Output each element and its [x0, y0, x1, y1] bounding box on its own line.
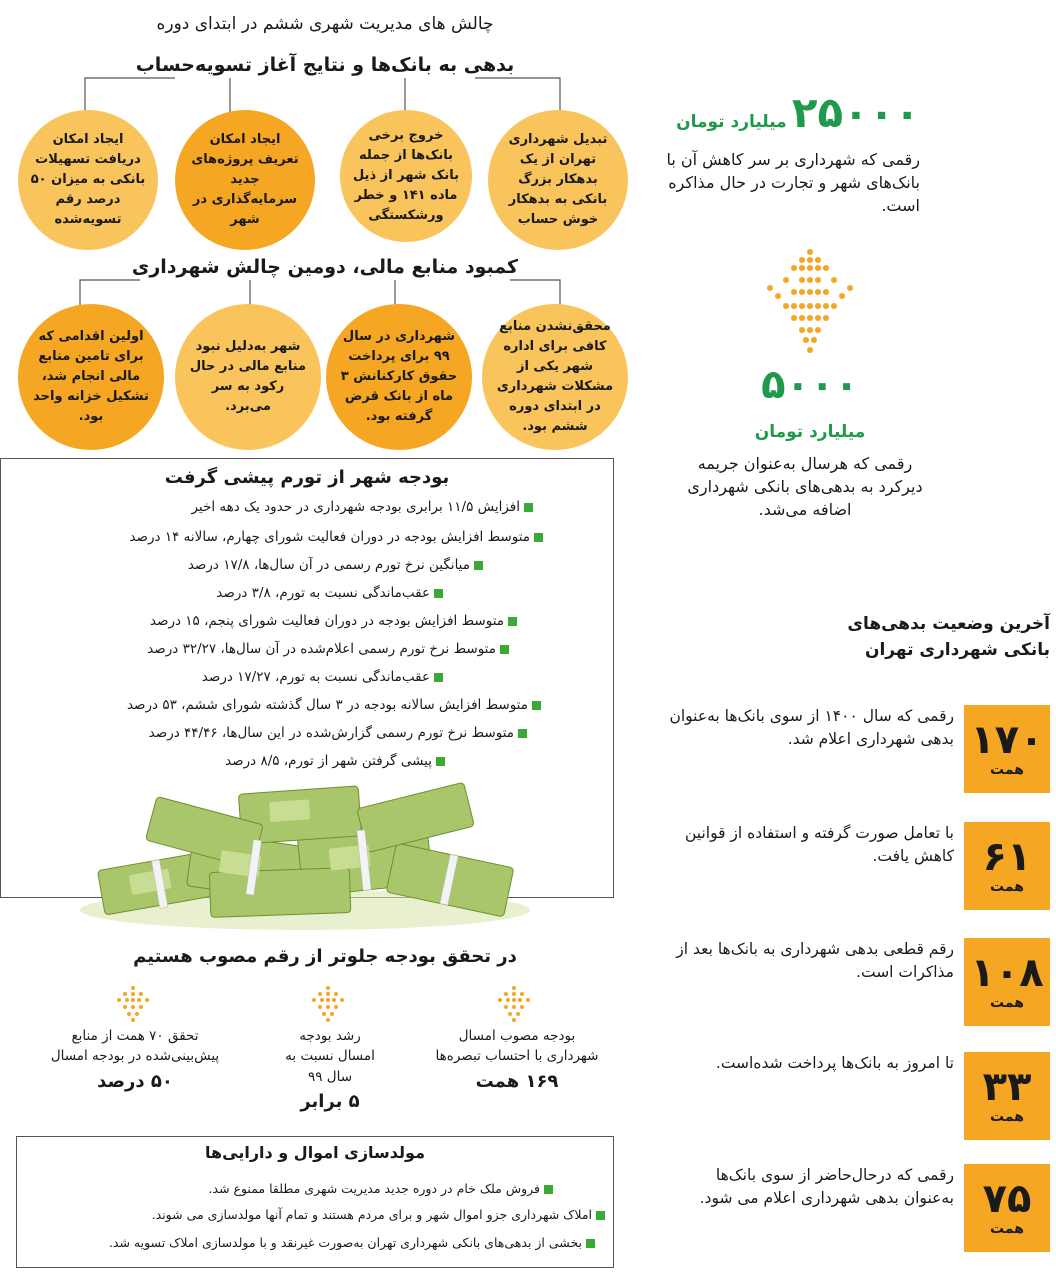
stat-box [964, 822, 1050, 910]
budget-item: افزایش ۱۱/۵ برابری بودجه شهرداری در حدود یک دهه اخیر [191, 499, 533, 515]
stat-row [660, 705, 1052, 801]
achievement-text: تحقق ۷۰ همت از منابع پیش‌بینی‌شده در بودجه امسال [50, 1028, 220, 1065]
bullet-icon [534, 533, 543, 542]
bullet-icon [596, 1211, 605, 1220]
stat-row [660, 822, 1052, 918]
stat-text: رقمی که سال ۱۴۰۰ از سوی بانک‌ها به‌عنوان بدهی شهرداری اعلام شد. [669, 707, 954, 749]
stat-unit: همت [990, 1221, 1024, 1237]
section1-item-3: ایجاد امکان تعریف پروژه‌های جدید سرمایه‌گذاری در شهر [175, 110, 315, 250]
bullet-icon [500, 645, 509, 654]
budget-item: عقب‌ماندگی نسبت به تورم، ۱۷/۲۷ درصد [202, 669, 443, 685]
bullet-icon [434, 673, 443, 682]
stat-box [964, 938, 1050, 1026]
money-pile-illustration [70, 770, 540, 930]
stat-text: رقمی که درحال‌حاضر از سوی بانک‌ها به‌عنوان بدهی شهرداری اعلام می شود. [699, 1166, 954, 1208]
bullet-icon [544, 1185, 553, 1194]
bullet-icon [436, 757, 445, 766]
stat-text: تا امروز به بانک‌ها پرداخت شده‌است. [715, 1054, 954, 1072]
stat-row [660, 938, 1052, 1034]
section2-item-4: اولین اقدامی که برای تامین منابع مالی انجام شد، تشکیل خزانه واحد بود. [18, 304, 164, 450]
arrow-down-icon [310, 984, 346, 1024]
bullet-icon [474, 561, 483, 570]
stat-text: با تعامل صورت گرفته و استفاده از قوانین کاهش یافت. [684, 824, 954, 866]
budget-item: متوسط نرخ تورم رسمی گزارش‌شده در این سال‌ها، ۴۴/۴۶ درصد [149, 725, 527, 741]
achievement-title: در تحقق بودجه جلوتر از رقم مصوب هستیم [133, 946, 517, 967]
big-figure-1-row [660, 88, 920, 137]
stat-number: ۱۷۰ [970, 717, 1044, 763]
bullet-icon [508, 617, 517, 626]
assets-title: مولدسازی اموال و دارایی‌ها [205, 1143, 425, 1162]
stat-unit: همت [990, 879, 1024, 895]
bullet-icon [524, 503, 533, 512]
budget-item: متوسط نرخ تورم رسمی اعلام‌شده در آن سال‌ها، ۳۲/۲۷ درصد [147, 641, 509, 657]
stat-box [964, 705, 1050, 793]
budget-item: عقب‌ماندگی نسبت به تورم، ۳/۸ درصد [216, 585, 443, 601]
big-figure-1-unit: میلیارد تومان [676, 112, 787, 132]
achievement-value: ۵۰ درصد [97, 1070, 173, 1092]
page-top-title: چالش های مدیریت شهری ششم در ابتدای دوره [156, 14, 494, 34]
achievement-col-2 [245, 1026, 415, 1112]
stat-unit: همت [990, 995, 1024, 1011]
section2-item-1: محقق‌نشدن منابع کافی برای اداره شهر یکی از مشکلات شهرداری در ابتدای دوره ششم بود. [482, 304, 628, 450]
arrow-down-icon [762, 248, 858, 358]
stat-number: ۱۰۸ [970, 950, 1044, 996]
section2-item-2: شهرداری در سال ۹۹ برای پرداخت حقوق کارکنانش ۳ ماه از بانک قرض گرفته بود. [326, 304, 472, 450]
budget-item: متوسط افزایش سالانه بودجه در ۳ سال گذشته شورای ششم، ۵۳ درصد [127, 697, 541, 713]
achievement-col-3 [50, 1026, 220, 1092]
stat-unit: همت [990, 1109, 1024, 1125]
bullet-icon [518, 729, 527, 738]
budget-item: متوسط افزایش بودجه در دوران فعالیت شورای چهارم، سالانه ۱۴ درصد [129, 529, 543, 545]
assets-box [16, 1136, 614, 1268]
section1-title: بدهی به بانک‌ها و نتایج آغاز تسویه‌حساب [135, 54, 515, 76]
achievement-value: ۵ برابر [300, 1090, 360, 1112]
big-figure-2: ۵۰۰۰ [761, 362, 859, 408]
budget-item: میانگین نرخ تورم رسمی در آن سال‌ها، ۱۷/۸ درصد [188, 557, 483, 573]
bullet-icon [586, 1239, 595, 1248]
stat-number: ۷۵ [982, 1176, 1032, 1222]
bullet-icon [434, 589, 443, 598]
section2-title: کمبود منابع مالی، دومین چالش شهرداری [131, 256, 519, 278]
latest-status-title: آخرین وضعیت بدهی‌های بانکی شهرداری تهران [847, 614, 1050, 660]
stat-row [660, 1164, 1052, 1260]
budget-item: متوسط افزایش بودجه در دوران فعالیت شورای پنجم، ۱۵ درصد [150, 613, 517, 629]
budget-title: بودجه شهر از تورم پیشی گرفت [164, 467, 450, 488]
budget-item: پیشی گرفتن شهر از تورم، ۸/۵ درصد [225, 753, 445, 769]
achievement-text: رشد بودجه امسال نسبت به سال ۹۹ [285, 1028, 375, 1085]
section1-item-2: خروج برخی بانک‌ها از جمله بانک شهر از ذیل ماده ۱۴۱ و خطر ورشکستگی [340, 110, 472, 242]
big-figure-2-unit: میلیارد تومان [754, 422, 866, 442]
achievement-value: ۱۶۹ همت [475, 1070, 559, 1092]
section1-item-1: تبدیل شهرداری تهران از یک بدهکار بزرگ بانکی به بدهکار خوش حساب [488, 110, 628, 250]
stat-number: ۳۳ [982, 1064, 1032, 1110]
big-figure-2-text: رقمی که هرسال به‌عنوان جریمه دیرکرد به بدهی‌های بانکی شهرداری اضافه می‌شد. [687, 454, 923, 520]
section1-item-4: ایجاد امکان دریافت تسهیلات بانکی به میزان ۵۰ درصد رقم تسویه‌شده [18, 110, 158, 250]
asset-item: املاک شهرداری جزو اموال شهر و برای مردم هستند و تمام آنها مولدسازی می شوند. [152, 1207, 605, 1222]
bullet-icon [532, 701, 541, 710]
achievement-text: بودجه مصوب امسال شهرداری با احتساب تبصره‌ها [435, 1028, 599, 1065]
stat-unit: همت [990, 762, 1024, 778]
asset-item: فروش ملک خام در دوره جدید مدیریت شهری مطلقا ممنوع شد. [209, 1181, 553, 1196]
stat-box [964, 1164, 1050, 1252]
arrow-down-icon [496, 984, 532, 1024]
stat-box [964, 1052, 1050, 1140]
achievement-col-1 [432, 1026, 602, 1092]
arrow-down-icon [115, 984, 151, 1024]
stat-text: رقم قطعی بدهی شهرداری به بانک‌ها بعد از مذاکرات است. [676, 940, 954, 982]
stat-number: ۶۱ [982, 834, 1032, 880]
stat-row [660, 1052, 1052, 1148]
big-figure-1-text: رقمی که شهرداری بر سر کاهش آن با بانک‌های شهر و تجارت در حال مذاکره است. [666, 150, 920, 216]
big-figure-1: ۲۵۰۰۰ [791, 88, 920, 137]
asset-item: بخشی از بدهی‌های بانکی شهرداری تهران به‌صورت غیرنقد و با مولدسازی املاک تسویه شد. [109, 1235, 595, 1250]
section2-item-3: شهر به‌دلیل نبود منابع مالی در حال رکود به سر می‌برد. [175, 304, 321, 450]
